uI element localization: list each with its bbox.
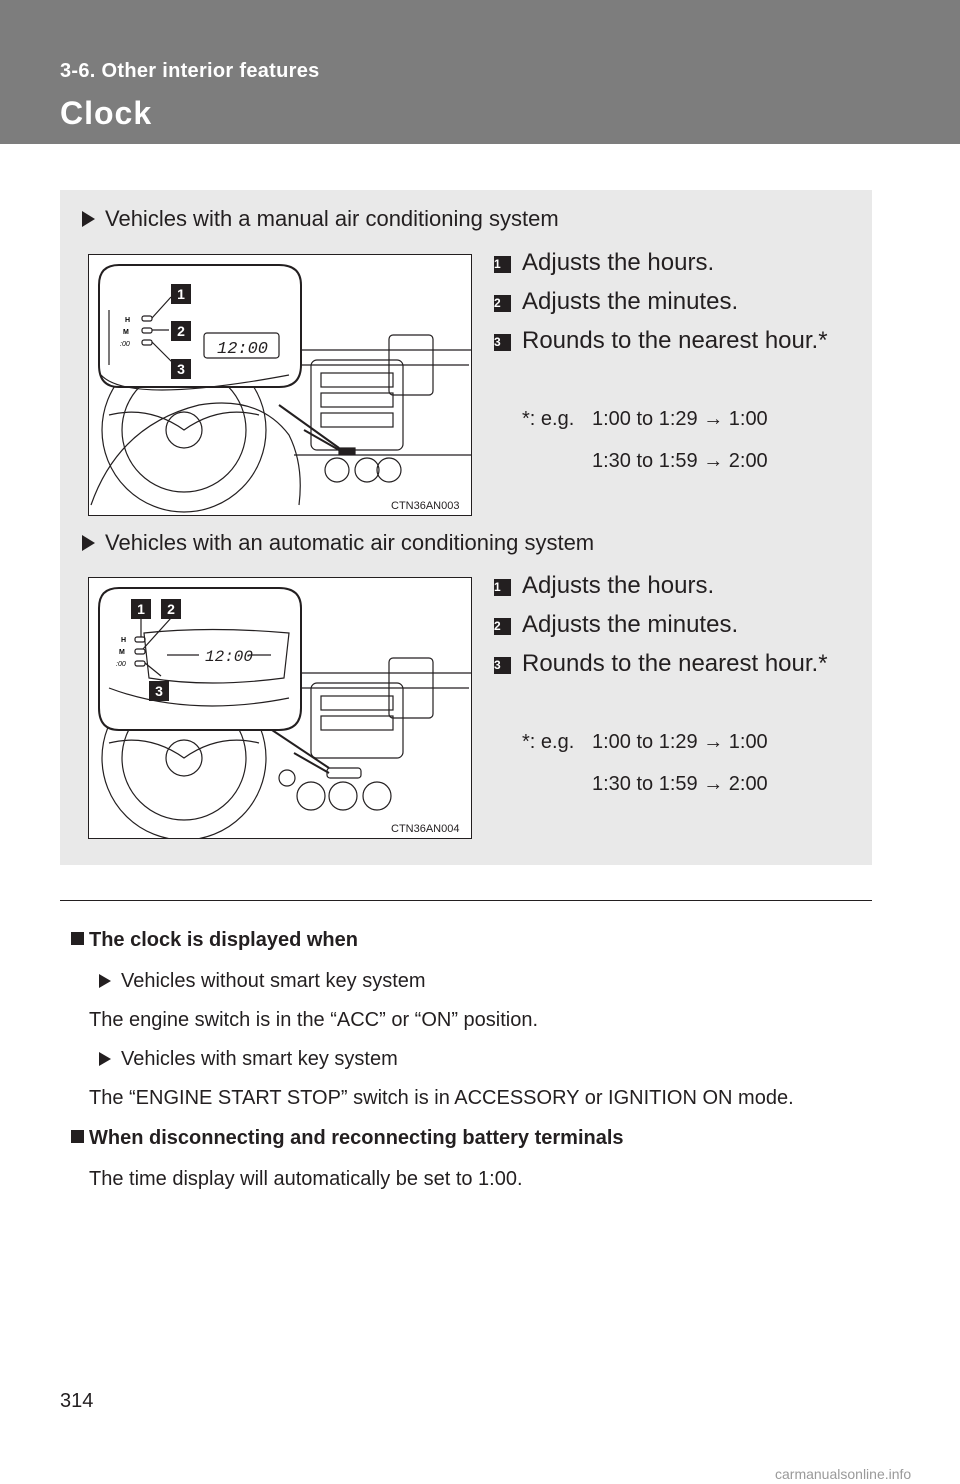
page-title: Clock [60,95,153,131]
callout-item: 3 Rounds to the nearest hour.* [494,327,828,354]
note-paragraph: The time display will automatically be set to 1:00. [89,1168,523,1190]
note-heading: When disconnecting and reconnecting battery terminals [71,1123,861,1153]
callout-1-marker: 1 [177,286,185,302]
hour-button-label: H [121,637,127,644]
minute-button-label: M [119,649,125,656]
callout-3-marker: 3 [155,683,163,699]
divider [60,900,872,901]
callout-number-badge: 2 [494,295,511,312]
hour-button-label: H [125,317,131,324]
minute-button-label: M [123,329,129,336]
auto-ac-figure [88,577,472,839]
square-bullet-icon [71,1130,84,1143]
figure-code: CTN36AN003 [391,500,460,512]
note-subheading: Vehicles with smart key system [89,1045,861,1073]
callout-1-marker: 1 [137,601,145,617]
clock-display: 12:00 [217,340,269,359]
triangle-bullet-icon [99,1052,111,1066]
round-button-label: :00 [120,341,130,348]
triangle-bullet-icon [82,211,95,227]
figure-code: CTN36AN004 [391,823,460,835]
callout-item: 3 Rounds to the nearest hour.* [494,650,828,677]
callout-number-badge: 1 [494,256,511,273]
dashboard-illustration [89,255,472,516]
section-label: 3-6. Other interior features [60,60,320,82]
triangle-bullet-icon [99,974,111,988]
callout-number-badge: 1 [494,579,511,596]
callout-item: 1 Adjusts the hours. [494,249,715,276]
clock-display: 12:00 [205,648,254,666]
callout-item: 2 Adjusts the minutes. [494,288,739,315]
manual-ac-figure [88,254,472,516]
manual-ac-callout-list [494,248,840,365]
auto-ac-rounding-note: *: e.g. 1:00 to 1:29 → 1:00 1:30 to 1:59 → 2:00 [522,731,768,795]
callout-number-badge: 3 [494,657,511,674]
page-number: 314 [60,1390,94,1412]
manual-ac-rounding-note: *: e.g. 1:00 to 1:29 → 1:00 1:30 to 1:59 → 2:00 [522,408,768,472]
callout-2-marker: 2 [167,601,175,617]
note-paragraph: The engine switch is in the “ACC” or “ON” position. [89,1009,539,1031]
watermark: carmanualsonline.info [775,1466,912,1482]
callout-number-badge: 3 [494,334,511,351]
section-header-bar [0,0,960,144]
round-button-label: :00 [116,661,126,668]
callout-number-badge: 2 [494,618,511,635]
square-bullet-icon [71,932,84,945]
auto-ac-heading: Vehicles with an automatic air conditioning system [82,530,594,556]
callout-2-marker: 2 [177,323,185,339]
note-subheading: Vehicles without smart key system [89,967,861,995]
callout-item: 2 Adjusts the minutes. [494,611,739,638]
callout-3-marker: 3 [177,361,185,377]
note-heading: The clock is displayed when [71,925,861,955]
manual-ac-heading: Vehicles with a manual air conditioning system [82,206,559,232]
note-paragraph: The “ENGINE START STOP” switch is in ACCESSORY or IGNITION ON mode. [89,1087,794,1109]
dashboard-illustration [89,578,472,839]
notes-section [71,925,861,1204]
auto-ac-callout-list [494,571,840,688]
triangle-bullet-icon [82,535,95,551]
callout-item: 1 Adjusts the hours. [494,572,715,599]
